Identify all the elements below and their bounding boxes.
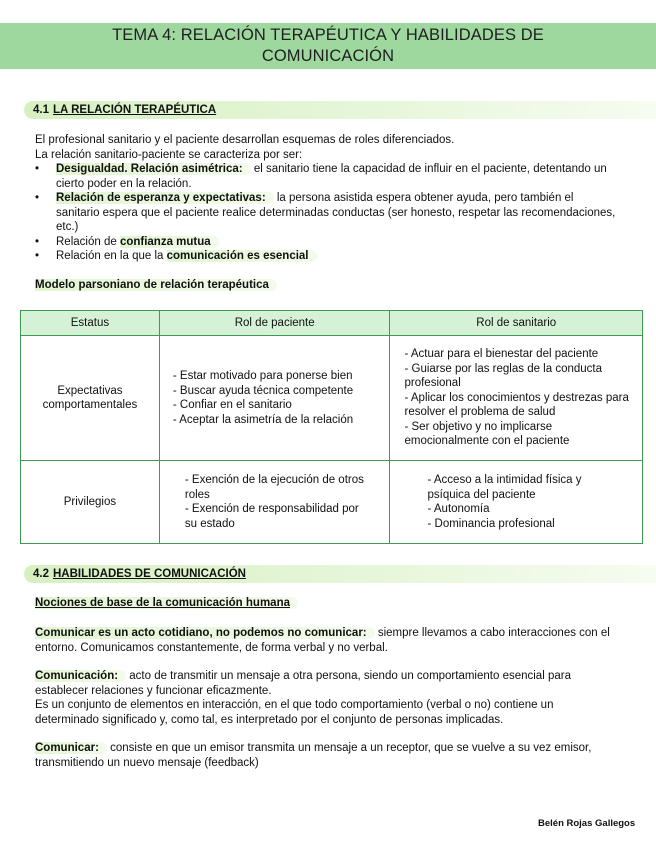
- list-item: - Dominancia profesional: [427, 517, 555, 530]
- status-cell: Privilegios: [21, 461, 160, 544]
- section-label: LA RELACIÓN TERAPÉUTICA: [53, 104, 217, 116]
- paragraph: [35, 741, 620, 770]
- bullet-bold: comunicación es esencial: [167, 250, 317, 262]
- column-header: Estatus: [21, 311, 160, 336]
- sanitary-role-cell: [390, 461, 643, 544]
- title-line-2: COMUNICACIÓN: [261, 47, 395, 65]
- section-4-1-body: [35, 133, 620, 264]
- list-item: - Buscar ayuda técnica competente: [172, 384, 354, 397]
- author-signature: Belén Rojas Gallegos: [538, 818, 636, 829]
- paragraph-text: siempre llevamos a cabo interacciones con el entorno. Comunicamos constantemente, de forma verbal y no verbal.: [35, 627, 610, 654]
- list-item: [35, 249, 620, 264]
- column-header: Rol de sanitario: [390, 311, 643, 336]
- bullet-bold: Desigualdad. Relación asimétrica:: [56, 163, 251, 175]
- table-row: [21, 461, 643, 544]
- list-item: - Exención de la ejecución de otros roles: [184, 474, 364, 501]
- section-heading-4-1: [24, 101, 656, 119]
- bullet-text: la persona asistida espera obtener ayuda, pero también el sanitario espera que el paciente realice determinadas conductas (ser honesto, respetar las recomendaciones, etc.): [56, 192, 616, 233]
- title-line-1: TEMA 4: RELACIÓN TERAPÉUTICA Y HABILIDADES DE: [112, 26, 544, 44]
- section-heading-4-2: [24, 565, 656, 583]
- model-title: Modelo parsoniano de relación terapéutica: [35, 278, 277, 293]
- paragraph-bold: Comunicar:: [35, 742, 107, 754]
- section-label: HABILIDADES DE COMUNICACIÓN: [53, 568, 246, 580]
- bullet-icon: •: [35, 192, 40, 204]
- patient-role-cell: [159, 461, 390, 544]
- sanitary-role-cell: [390, 336, 643, 461]
- parsonian-model-table: [20, 310, 643, 544]
- bullet-bold: confianza mutua: [120, 236, 219, 248]
- list-item: - Guiarse por las reglas de la conducta profesional: [404, 362, 603, 390]
- paragraph-bold: Comunicación:: [35, 670, 126, 682]
- patient-role-cell: [159, 336, 390, 461]
- paragraph-text: consiste en que un emisor transmita un mensaje a un receptor, que se vuelve a su vez emisor, transmitiendo un nuevo mensaje (feedback): [35, 742, 592, 769]
- section-number: 4.1: [33, 104, 49, 116]
- list-item: - Acceso a la intimidad física y psíquica del paciente: [427, 474, 582, 501]
- section-number: 4.2: [33, 568, 49, 580]
- intro-line-2: La relación sanitario-paciente se caracteriza por ser:: [35, 148, 303, 161]
- list-item: - Aceptar la asimetría de la relación: [172, 413, 354, 426]
- list-item: [35, 162, 620, 191]
- bullet-bold: Relación de esperanza y expectativas:: [56, 192, 274, 204]
- paragraph-bold: Comunicar es un acto cotidiano, no podemos no comunicar:: [35, 627, 375, 639]
- bullet-icon: •: [35, 250, 40, 262]
- paragraph-text: acto de transmitir un mensaje a otra persona, siendo un comportamiento esencial para establecer relaciones y funcionar eficazmente.: [35, 670, 571, 697]
- list-item: - Aplicar los conocimientos y destrezas para resolver el problema de salud: [404, 391, 629, 419]
- intro-line-1: El profesional sanitario y el paciente desarrollan esquemas de roles diferenciados.: [35, 134, 455, 146]
- status-cell: Expectativas comportamentales: [21, 336, 160, 461]
- list-item: - Exención de responsabilidad por su estado: [184, 503, 359, 530]
- bullet-icon: •: [35, 235, 40, 248]
- paragraph: [35, 626, 620, 655]
- list-item: - Ser objetivo y no implicarse emocionalmente con el paciente: [404, 420, 570, 448]
- list-item: [35, 191, 620, 235]
- section-4-2-subtitle: Nociones de base de la comunicación humana: [35, 596, 298, 611]
- list-item: - Confiar en el sanitario: [172, 399, 292, 411]
- page-title: [0, 23, 656, 69]
- bullet-text: el sanitario tiene la capacidad de influir en el paciente, detentando un cierto poder en la relación.: [56, 163, 607, 190]
- paragraph-text: Es un conjunto de elementos en interacción, en el que todo comportamiento (verbal o no) contiene un determinado significado y, como tal, es interpretado por el conjunto de personas implicadas.: [35, 699, 554, 726]
- list-item: [35, 235, 620, 250]
- bullet-text: Relación de: [56, 235, 120, 248]
- bullet-text: Relación en la que la: [56, 250, 167, 262]
- table-header-row: [21, 311, 643, 336]
- list-item: - Estar motivado para ponerse bien: [172, 370, 353, 382]
- column-header: Rol de paciente: [159, 311, 390, 336]
- paragraph: [35, 669, 620, 727]
- table-row: [21, 336, 643, 461]
- list-item: - Autonomía: [427, 503, 490, 515]
- list-item: - Actuar para el bienestar del paciente: [404, 348, 599, 361]
- bullet-icon: •: [35, 163, 40, 175]
